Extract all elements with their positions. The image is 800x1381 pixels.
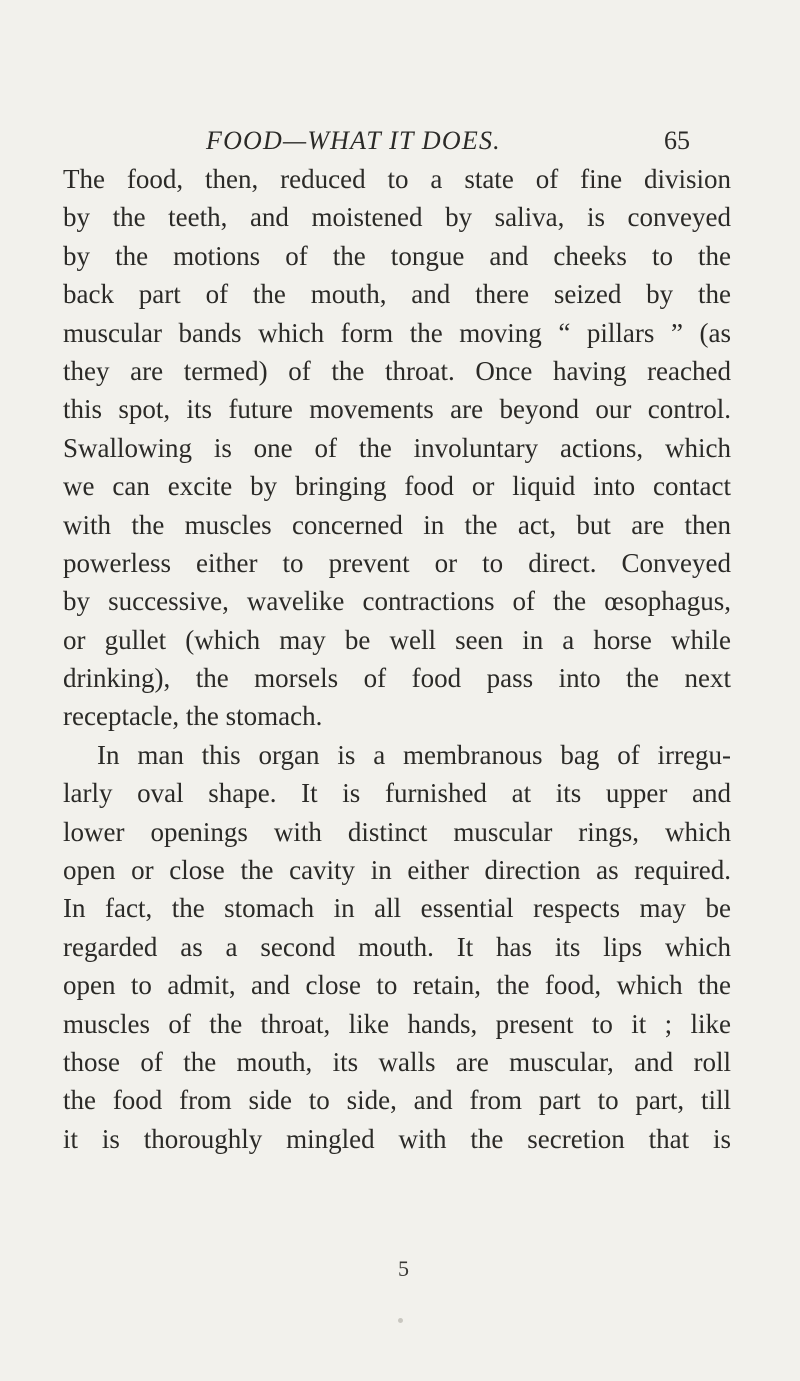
running-head — [0, 126, 800, 162]
text-line: open to admit, and close to retain, the food, which the — [63, 970, 731, 1001]
text-line: the food from side to side, and from part to part, till — [63, 1085, 731, 1116]
running-title: FOOD—WHAT IT DOES. — [206, 126, 501, 155]
text-line: they are termed) of the throat. Once having reached — [63, 355, 731, 386]
text-line: by the motions of the tongue and cheeks to the — [63, 240, 731, 271]
text-line: it is thoroughly mingled with the secretion that is — [63, 1123, 731, 1154]
paragraph-first-line: In man this organ is a membranous bag of irregu- — [97, 739, 731, 770]
body-text — [63, 160, 731, 1158]
text-line: with the muscles concerned in the act, but are then — [63, 509, 731, 540]
text-line: this spot, its future movements are beyond our control. — [63, 394, 731, 425]
text-line: those of the mouth, its walls are muscular, and roll — [63, 1046, 731, 1077]
text-line: larly oval shape. It is furnished at its upper and — [63, 778, 731, 809]
text-line: by the teeth, and moistened by saliva, is conveyed — [63, 202, 731, 233]
text-line: or gullet (which may be well seen in a horse while — [63, 624, 731, 655]
text-line: In fact, the stomach in all essential respects may be — [63, 893, 731, 924]
text-line: Swallowing is one of the involuntary actions, which — [63, 432, 731, 463]
text-line: receptacle, the stomach. — [63, 701, 323, 732]
text-line: The food, then, reduced to a state of fine division — [63, 164, 731, 194]
page-number: 65 — [664, 126, 690, 155]
text-line: lower openings with distinct muscular rings, which — [63, 816, 731, 847]
text-line: regarded as a second mouth. It has its lips which — [63, 931, 731, 962]
paper-speck — [398, 1318, 403, 1323]
text-line: open or close the cavity in either direction as required. — [63, 855, 731, 886]
text-line: muscular bands which form the moving “ pillars ” (as — [63, 317, 731, 348]
text-line: we can excite by bringing food or liquid into contact — [63, 471, 731, 502]
text-line: muscles of the throat, like hands, present to it ; like — [63, 1008, 731, 1039]
text-line: by successive, wavelike contractions of the œsophagus, — [63, 586, 731, 617]
text-line: drinking), the morsels of food pass into the next — [63, 663, 731, 694]
text-line: back part of the mouth, and there seized by the — [63, 279, 731, 310]
signature-mark: 5 — [398, 1256, 409, 1281]
text-line: powerless either to prevent or to direct. Conveyed — [63, 547, 731, 578]
